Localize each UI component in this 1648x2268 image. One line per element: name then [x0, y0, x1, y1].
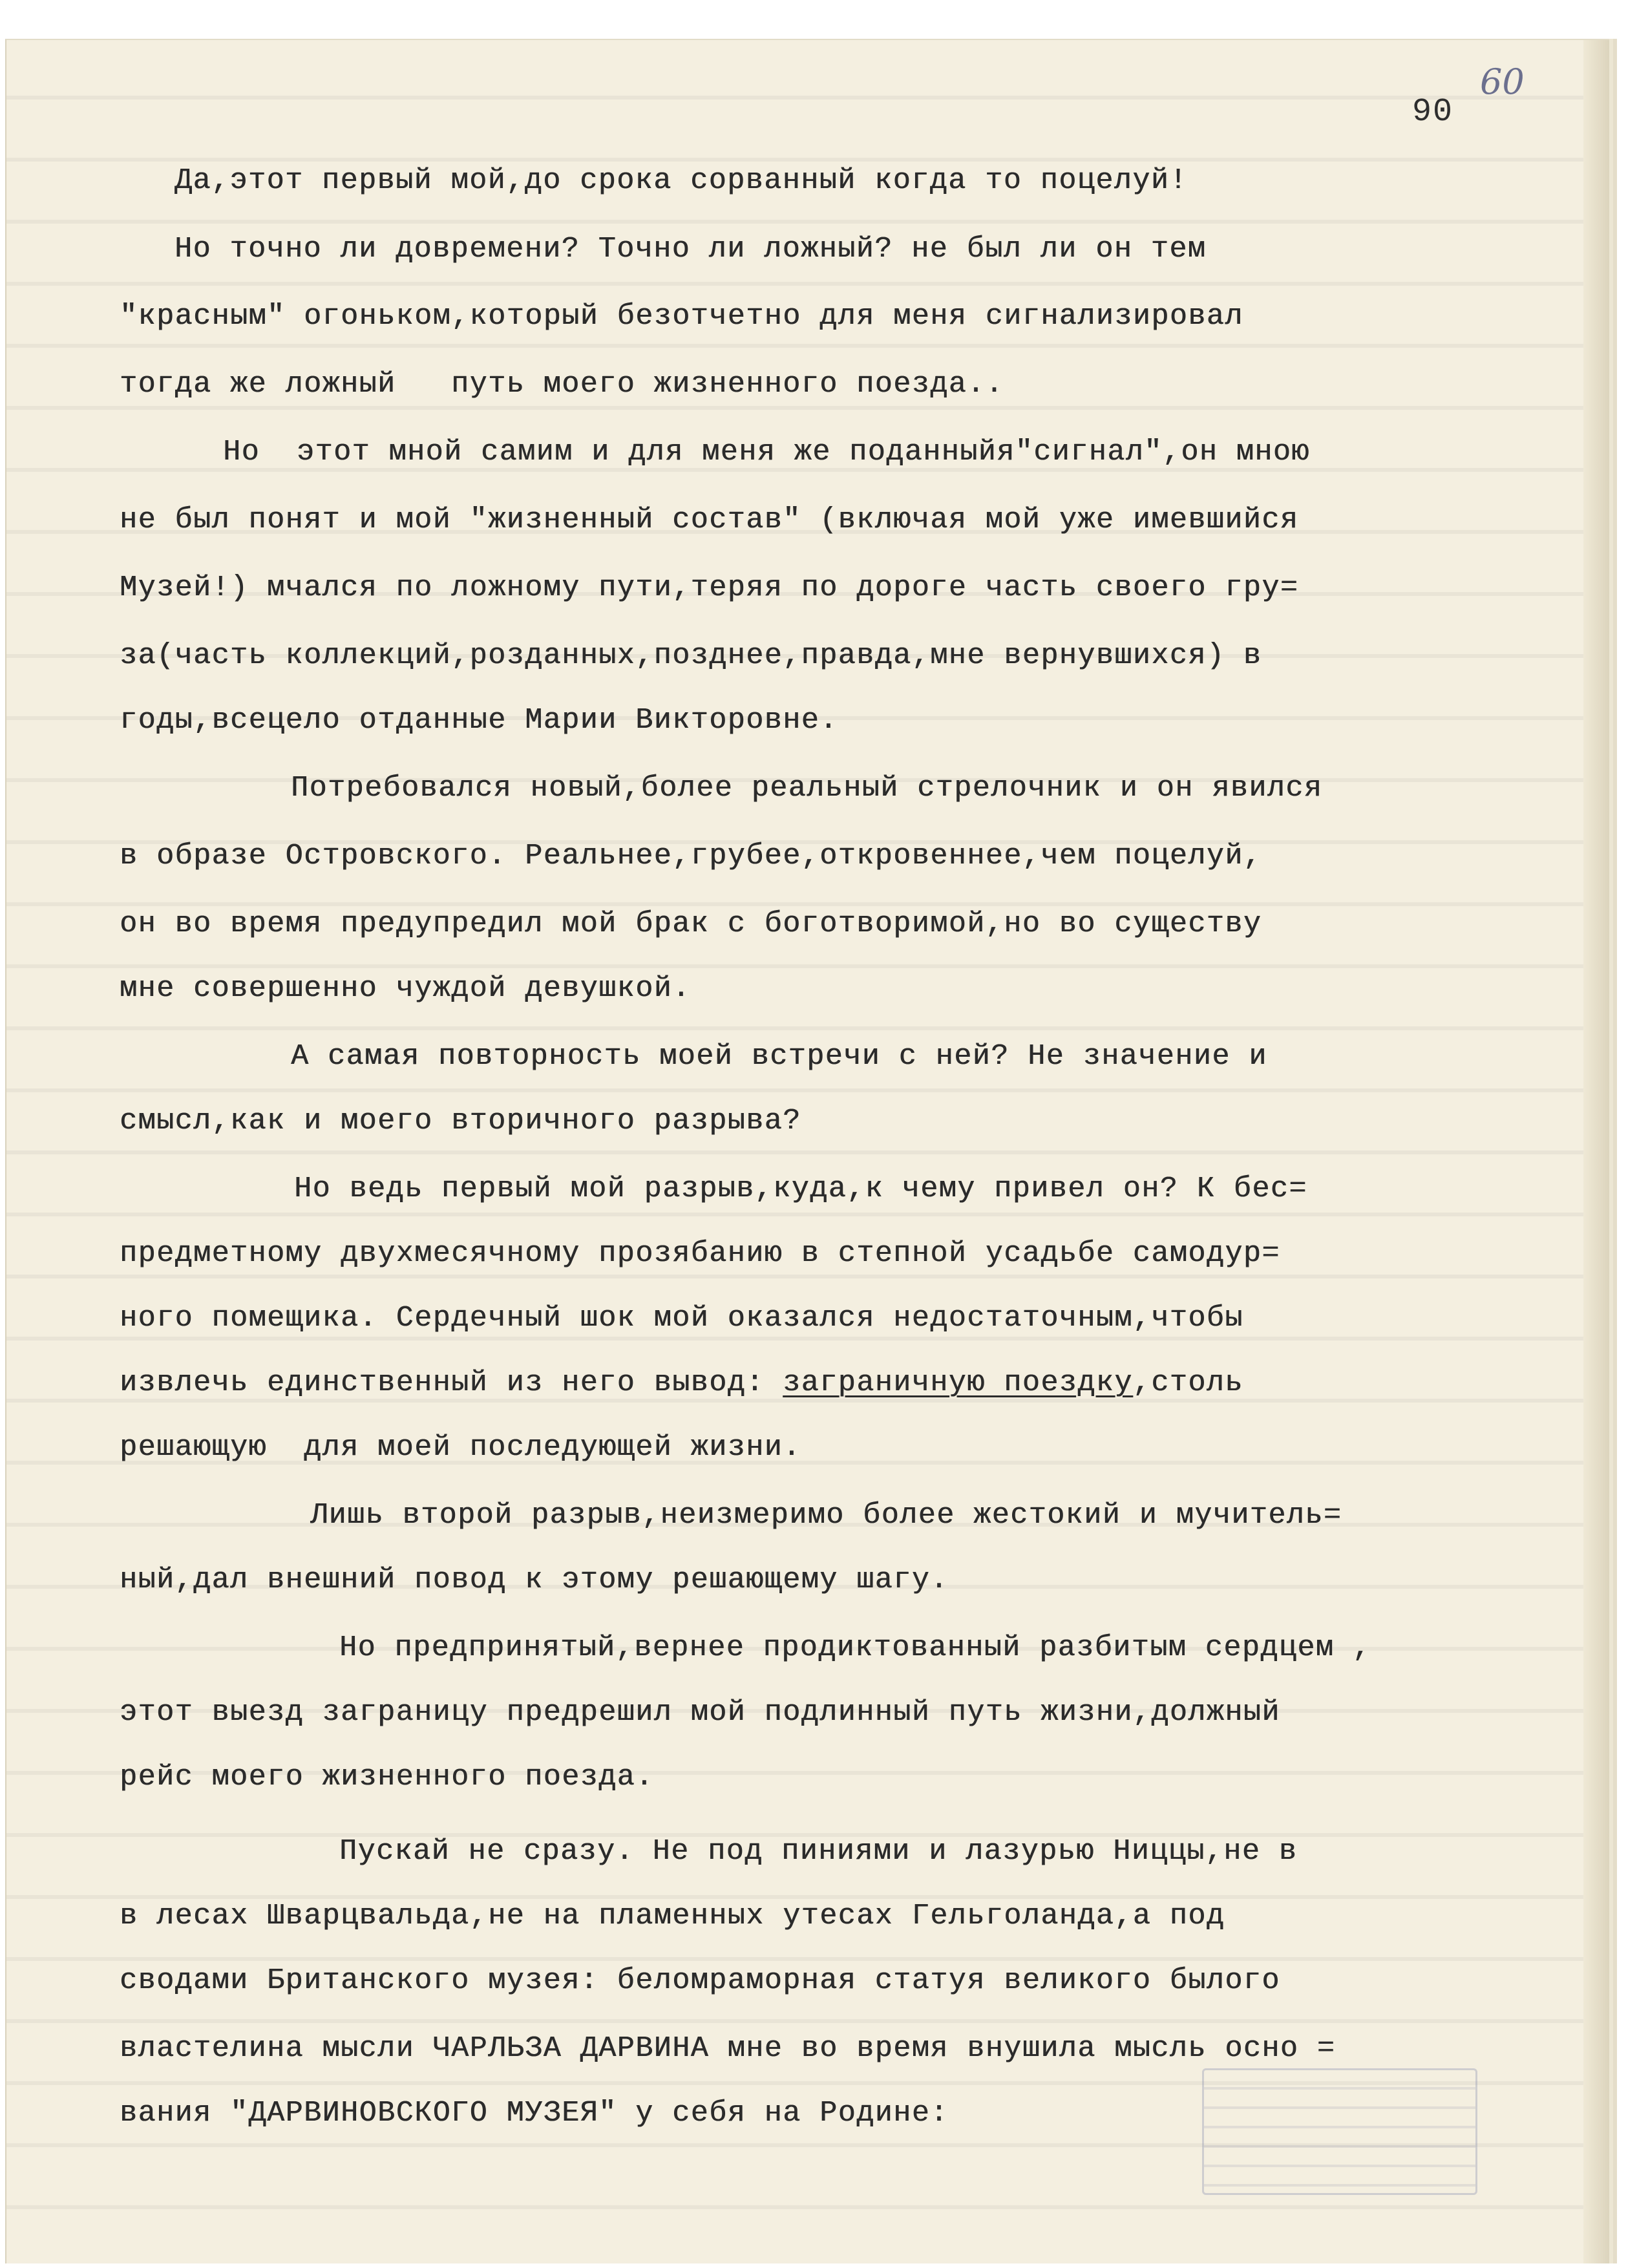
text-line: в лесах Шварцвальда,не на пламенных утесах Гельголанда,а под: [120, 1900, 1225, 1933]
text-line: годы,всецело отданные Марии Викторовне.: [120, 704, 838, 737]
text-line: этот выезд заграницу предрешил мой подлинный путь жизни,должный: [120, 1696, 1280, 1729]
text-line: ный,дал внешний повод к этому решающему шагу.: [120, 1563, 949, 1596]
text-line: Пускай не сразу. Не под пиниями и лазурью Ниццы,не в: [339, 1835, 1298, 1868]
text-line: не был понят и мой "жизненный состав" (включая мой уже имевшийся: [120, 503, 1299, 536]
text-line: Музей!) мчался по ложному пути,теряя по дороге часть своего гру=: [120, 571, 1299, 604]
text-segment: извлечь единственный из него вывод:: [120, 1366, 765, 1399]
text-line: Потребовался новый,более реальный стрелочник и он явился: [291, 772, 1323, 805]
text-line: вания "ДАРВИНОВСКОГО МУЗЕЯ" у себя на Родине:: [120, 2097, 949, 2130]
text-line: Но этот мной самим и для меня же поданныйя"сигнал",он мною: [223, 436, 1310, 469]
page-edge-shadow: [1583, 40, 1609, 2263]
text-line: Лишь второй разрыв,неизмеримо более жестокий и мучитель=: [310, 1499, 1342, 1532]
text-line: Но предпринятый,вернее продиктованный разбитым сердцем ,: [339, 1631, 1371, 1664]
text-line: Но ведь первый мой разрыв,куда,к чему привел он? К бес=: [294, 1172, 1307, 1205]
text-line: ного помещика. Сердечный шок мой оказался недостаточным,чтобы: [120, 1302, 1243, 1335]
text-line: тогда же ложный путь моего жизненного поезда..: [120, 368, 1004, 401]
text-line: он во время предупредил мой брак с боготворимой,но во существу: [120, 907, 1262, 940]
text-line: в образе Островского. Реальнее,грубее,откровеннее,чем поцелуй,: [120, 840, 1262, 873]
text-line: за(часть коллекций,розданных,позднее,правда,мне вернувшихся) в: [120, 639, 1262, 672]
text-line: А самая повторность моей встречи с ней? Не значение и: [291, 1040, 1267, 1073]
text-line: мне совершенно чуждой девушкой.: [120, 972, 691, 1005]
page-number: 90: [1412, 94, 1454, 131]
text-line: решающую для моей последующей жизни.: [120, 1431, 801, 1464]
text-line: [120, 1364, 1243, 1403]
underlined-phrase: заграничную поездку: [783, 1366, 1133, 1399]
text-line: Но точно ли довремени? Точно ли ложный? не был ли он тем: [174, 233, 1207, 266]
archive-stamp: [1202, 2068, 1477, 2195]
archive-page-number: 60: [1480, 61, 1525, 102]
text-line: рейс моего жизненного поезда.: [120, 1761, 654, 1794]
text-line: смысл,как и моего вторичного разрыва?: [120, 1105, 801, 1138]
text-segment: ,столь: [1132, 1366, 1243, 1399]
text-line: властелина мысли ЧАРЛЬЗА ДАРВИНА мне во время внушила мысль осно =: [120, 2032, 1336, 2065]
text-line: сводами Британского музея: беломраморная статуя великого былого: [120, 1964, 1280, 1997]
text-line: Да,этот первый мой,до срока сорванный когда то поцелуй!: [174, 164, 1188, 197]
text-line: "красным" огоньком,который безотчетно для меня сигнализировал: [120, 300, 1243, 333]
text-line: предметному двухмесячному прозябанию в степной усадьбе самодур=: [120, 1237, 1280, 1270]
